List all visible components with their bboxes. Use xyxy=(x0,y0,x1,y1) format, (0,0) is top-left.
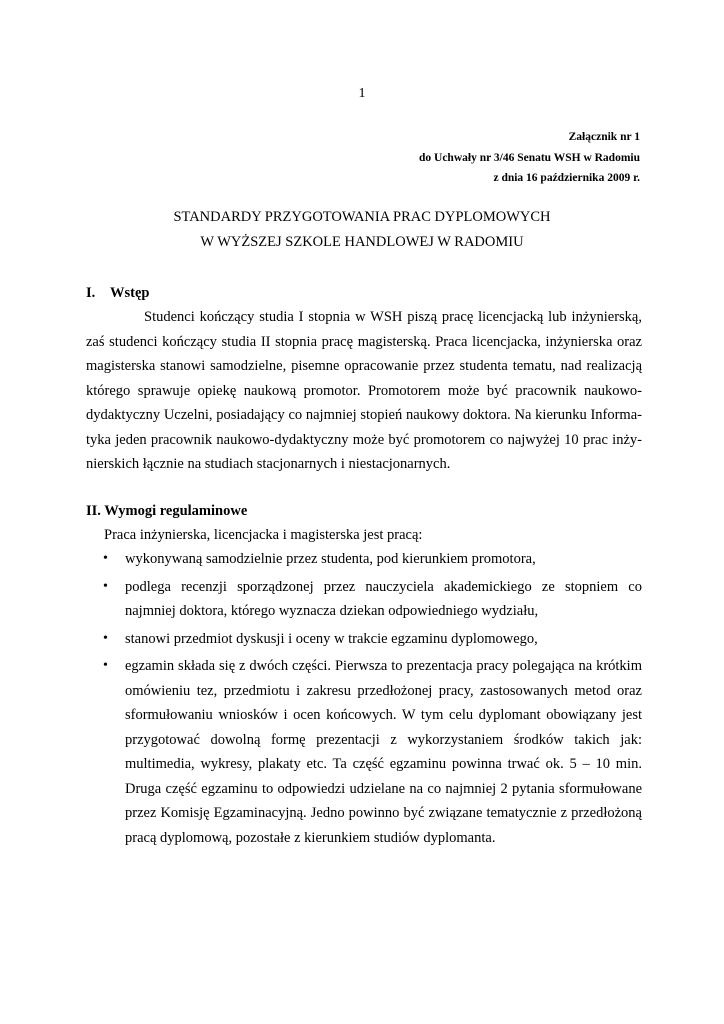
list-item xyxy=(86,547,642,572)
section-2-intro: Praca inżynierska, licencjacka i magisterska jest pracą: xyxy=(104,526,423,543)
requirements-list xyxy=(86,547,642,850)
section-1-title: Wstęp xyxy=(110,285,150,301)
document-body xyxy=(86,281,642,850)
annex-line-2: do Uchwały nr 3/46 Senatu WSH w Radomiu xyxy=(419,151,640,164)
bullet-icon: • xyxy=(103,658,108,673)
section-1-heading xyxy=(86,281,642,305)
title-line-2: W WYŻSZEJ SZKOLE HANDLOWEJ W RADOMIU xyxy=(200,234,524,250)
section-1-number: I. xyxy=(86,285,96,301)
list-item xyxy=(86,654,642,850)
bullet-icon: • xyxy=(103,630,108,646)
list-item-text: wykonywaną samodzielnie przez studenta, pod kierunkiem promotora, xyxy=(125,551,536,567)
section-2-heading xyxy=(86,499,642,523)
section-spacer xyxy=(86,477,642,499)
list-item xyxy=(86,575,642,624)
page-number: 1 xyxy=(358,86,366,101)
bullet-icon: • xyxy=(103,551,108,566)
list-item-text: egzamin składa się z dwóch części. Pierwsza to prezentacja pracy polegająca na krótkim omówieniu tez, przedmiotu i zakresu przedłożonej pracy, zastosowanych metod oraz sformułowaniu wniosków i ocen końcowych. W tym celu dyplomant obowiązany jest przygotować dowolną formę prezentacji z wykorzystaniem środków takich jak: multimedia, wykresy, plakaty etc. Ta część egzaminu powinna trwać ok. 5 – 10 min. Druga część egzaminu to odpowiedzi udzielane na co najmniej 2 pytania sformułowane przez Komisję Egzaminacyjną. Jedno powinno być związane tematycznie z przedłożoną pracą dyplomową, pozostałe z kierunkiem studiów dyplomanta. xyxy=(125,658,642,846)
title-line-1: STANDARDY PRZYGOTOWANIA PRAC DYPLOMOWYCH xyxy=(173,209,551,225)
list-item xyxy=(86,627,642,652)
annex-line-3: z dnia 16 października 2009 r. xyxy=(493,172,640,184)
annex-header xyxy=(419,127,640,189)
section-1-paragraph: Studenci kończący studia I stopnia w WSH piszą pracę licencjacką lub inżynierską, zaś studenci kończący studia II stopnia pracę magisterską. Praca licencjacka, inżynierska oraz magisterska stanowi samodzielne, pisemne opracowanie przez studenta tematu, nad realizacją którego sprawuje opiekę naukową promotor. Promotorem może być pracownik naukowo-dydaktyczny Uczelni, posiadający co najmniej stopień naukowy doktora. Na kierunku Informatyka jeden pracownik naukowo-dydaktyczny może być promotorem co najwyżej 10 prac inżynierskich łącznie na studiach stacjonarnych i niestacjonarnych. xyxy=(86,309,642,472)
annex-line-1: Załącznik nr 1 xyxy=(568,131,640,143)
list-item-text: podlega recenzji sporządzonej przez nauczyciela akademickiego ze stopniem co najmniej doktora, którego wyznacza dziekan odpowiedniego wydziału, xyxy=(125,578,642,619)
section-2-title: II. Wymogi regulaminowe xyxy=(86,502,248,519)
list-item-text: stanowi przedmiot dyskusji i oceny w trakcie egzaminu dyplomowego, xyxy=(125,630,538,647)
bullet-icon: • xyxy=(103,578,108,594)
document-title xyxy=(0,205,724,255)
